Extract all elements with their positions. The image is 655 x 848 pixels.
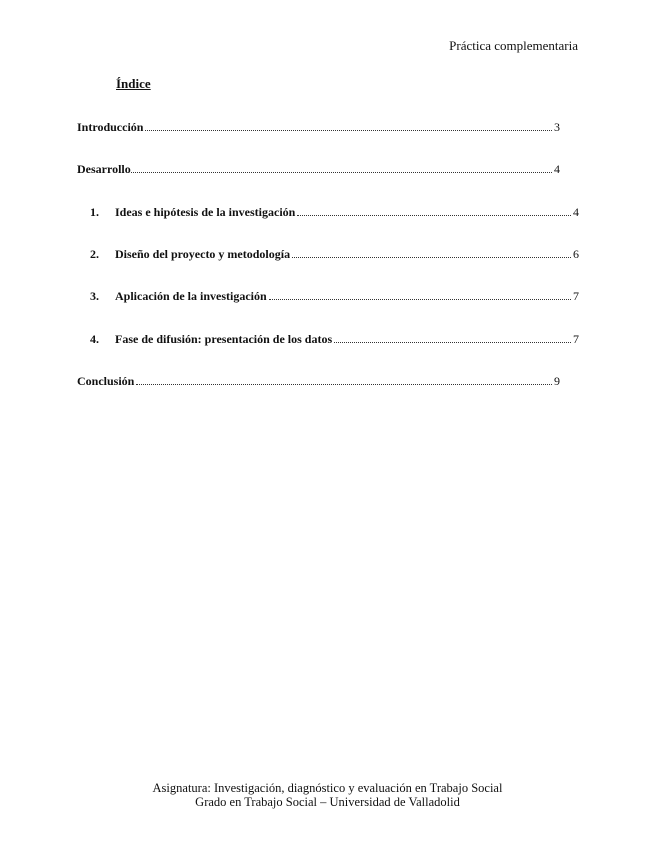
toc-entry-page: 9 (554, 374, 560, 388)
toc-entry-label: Introducción (77, 120, 144, 134)
toc-entry-difusion[interactable] (90, 331, 579, 347)
dot-leader (297, 214, 571, 216)
toc-entry-page: 3 (554, 120, 560, 134)
page-header: Práctica complementaria (449, 38, 578, 53)
dot-leader (292, 256, 571, 258)
toc-entry-label: Ideas e hipótesis de la investigación (115, 205, 296, 219)
toc-entry-ideas[interactable] (90, 204, 579, 220)
toc-entry-page: 6 (573, 247, 579, 261)
toc-entry-page: 4 (554, 162, 560, 176)
dot-leader (131, 171, 552, 173)
toc-entry-page: 7 (573, 332, 579, 346)
toc-entry-number: 1. (90, 205, 99, 219)
toc-title: Índice (116, 76, 151, 91)
dot-leader (136, 383, 552, 385)
toc-entry-aplicacion[interactable] (90, 288, 579, 304)
toc-entry-label: Aplicación de la investigación (115, 289, 267, 303)
page-footer (0, 781, 655, 809)
toc-entry-conclusion[interactable] (77, 373, 560, 389)
footer-line-1: Asignatura: Investigación, diagnóstico y evaluación en Trabajo Social (152, 781, 503, 795)
toc-entry-label: Diseño del proyecto y metodología (115, 247, 291, 261)
dot-leader (334, 341, 571, 343)
toc-entry-page: 4 (573, 205, 579, 219)
toc-entry-number: 3. (90, 289, 99, 303)
toc-entry-label: Desarrollo (77, 162, 131, 176)
toc-entry-label: Fase de difusión: presentación de los datos (115, 332, 333, 346)
toc-entry-number: 4. (90, 332, 99, 346)
toc-entry-number: 2. (90, 247, 99, 261)
footer-line-2: Grado en Trabajo Social – Universidad de Valladolid (195, 795, 460, 809)
toc-entry-introduccion[interactable] (77, 119, 560, 135)
dot-leader (269, 298, 571, 300)
toc-entry-label: Conclusión (77, 374, 135, 388)
toc-entry-page: 7 (573, 289, 579, 303)
toc-entry-diseno[interactable] (90, 246, 579, 262)
dot-leader (145, 129, 552, 131)
toc-entry-desarrollo[interactable] (77, 161, 560, 177)
